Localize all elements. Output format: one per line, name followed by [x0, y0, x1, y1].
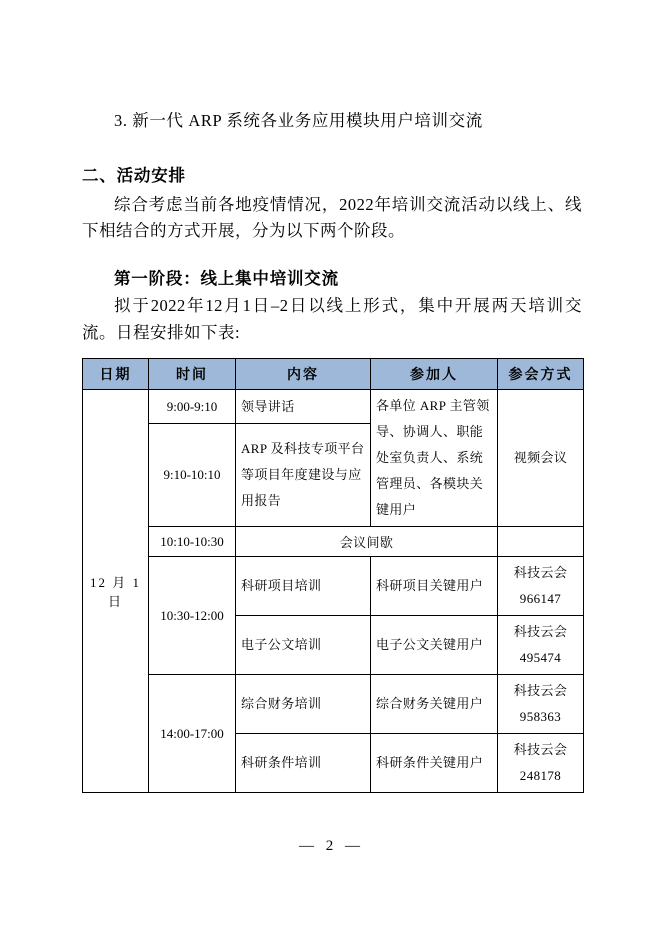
list-item-3: 3. 新一代 ARP 系统各业务应用模块用户培训交流 — [114, 111, 483, 130]
cell-participants: 科研条件关键用户 — [371, 734, 498, 793]
footer-dash-right: — — [345, 838, 363, 854]
spacer — [82, 249, 582, 265]
table-row — [83, 527, 584, 557]
cell-time: 14:00-17:00 — [149, 675, 236, 793]
phase-paragraph: 拟于2022年12月1日–2日以线上形式，集中开展两天培训交流。日程安排如下表: — [82, 296, 582, 342]
page-number: 2 — [325, 838, 337, 854]
cell-time: 9:10-10:10 — [149, 423, 236, 527]
cell-mode-label: 科技云会 — [513, 565, 568, 581]
cell-content: ARP 及科技专项平台等项目年度建设与应用报告 — [236, 423, 371, 527]
section-paragraph: 综合考虑当前各地疫情情况，2022年培训交流活动以线上、线下相结合的方式开展，分为以下两个阶段。 — [82, 194, 582, 241]
cell-content: 科研项目培训 — [236, 557, 371, 616]
schedule-table-wrapper — [82, 358, 582, 793]
table-row — [83, 390, 584, 423]
schedule-table — [82, 358, 584, 793]
cell-mode-meeting-id: 966147 — [519, 591, 562, 607]
table-header-row — [83, 359, 584, 390]
cell-content: 电子公文培训 — [236, 616, 371, 675]
table-row — [83, 675, 584, 734]
cell-time: 10:30-12:00 — [149, 557, 236, 675]
cell-mode-empty — [498, 527, 584, 557]
cell-mode — [498, 616, 584, 675]
cell-content: 综合财务培训 — [236, 675, 371, 734]
cell-content: 科研条件培训 — [236, 734, 371, 793]
column-header-mode: 参会方式 — [498, 359, 584, 390]
cell-participants: 电子公文关键用户 — [371, 616, 498, 675]
cell-mode-meeting-id: 958363 — [519, 709, 562, 725]
cell-mode-label: 科技云会 — [513, 742, 568, 758]
cell-mode-meeting-id: 248178 — [519, 768, 562, 784]
column-header-date: 日期 — [83, 359, 149, 390]
column-header-content: 内容 — [236, 359, 371, 390]
spacer — [82, 152, 582, 162]
cell-content: 领导讲话 — [236, 390, 371, 423]
section-heading-activity-arrangement: 二、活动安排 — [82, 166, 186, 185]
table-row — [83, 557, 584, 616]
cell-time: 9:00-9:10 — [149, 390, 236, 423]
column-header-participants: 参加人 — [371, 359, 498, 390]
cell-mode-label: 科技云会 — [513, 624, 568, 640]
cell-mode: 视频会议 — [498, 390, 584, 527]
cell-mode — [498, 734, 584, 793]
phase-heading-online-training: 第一阶段：线上集中培训交流 — [114, 269, 339, 288]
cell-mode — [498, 557, 584, 616]
cell-date: 12 月 1 日 — [83, 390, 149, 793]
cell-mode-label: 科技云会 — [513, 683, 568, 699]
document-body — [82, 108, 582, 793]
cell-mode-meeting-id: 495474 — [519, 650, 562, 666]
cell-mode — [498, 675, 584, 734]
cell-content-break: 会议间歇 — [236, 527, 498, 557]
column-header-time: 时间 — [149, 359, 236, 390]
footer-dash-left: — — [299, 838, 317, 854]
cell-time: 10:10-10:30 — [149, 527, 236, 557]
page-footer — [0, 838, 662, 855]
cell-participants: 综合财务关键用户 — [371, 675, 498, 734]
cell-participants: 科研项目关键用户 — [371, 557, 498, 616]
cell-participants: 各单位 ARP 主管领导、协调人、职能处室负责人、系统管理员、各模块关键用户 — [371, 390, 498, 527]
